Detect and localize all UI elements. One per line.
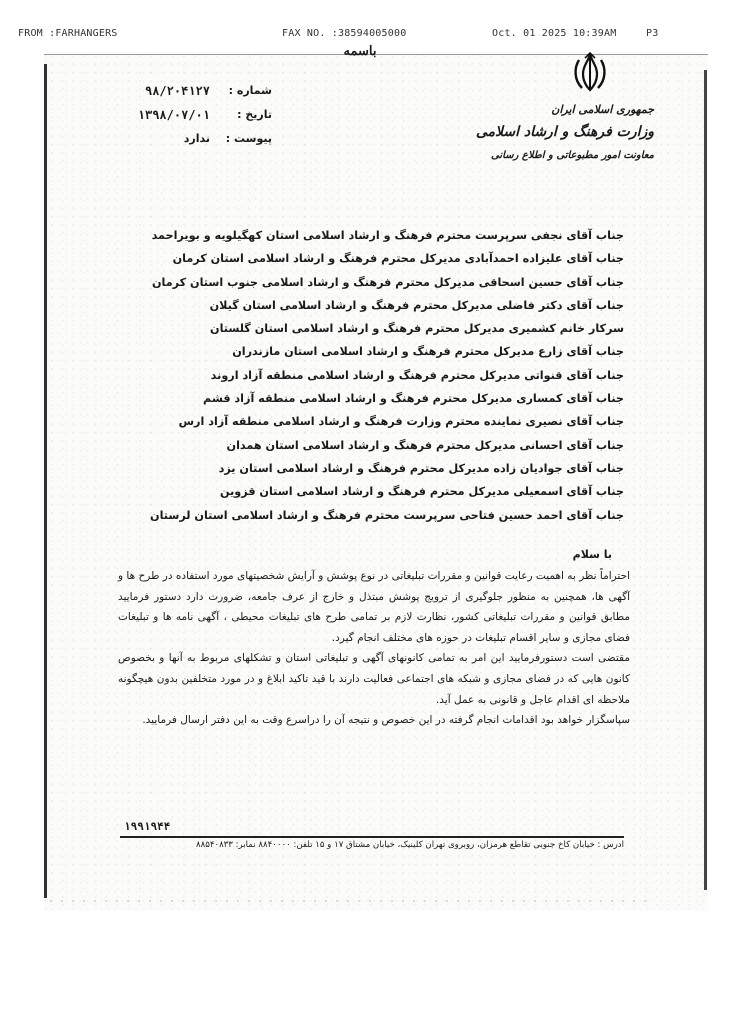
page-right-edge bbox=[704, 70, 707, 890]
meta-attachment bbox=[112, 132, 272, 156]
recipient-line: جناب آقای دکتر فاضلی مدیرکل محترم فرهنگ و ارشاد اسلامی استان گیلان bbox=[209, 298, 624, 312]
greeting: با سلام bbox=[572, 548, 612, 561]
fax-datetime: Oct. 01 2025 10:39AM bbox=[492, 28, 617, 39]
basmala: باسمه bbox=[343, 44, 377, 59]
attachment-label: پیوست : bbox=[225, 132, 272, 145]
number-label: شماره : bbox=[228, 84, 272, 97]
recipient-line: جناب آقای نصیری نماینده محترم وزارت فرهنگ و ارشاد اسلامی منطقه آزاد ارس bbox=[178, 415, 624, 429]
number-value: ۹۸/۲۰۴۱۲۷ bbox=[144, 84, 210, 98]
recipient-line: جناب آقای حسین اسحاقی مدیرکل محترم فرهنگ و ارشاد اسلامی جنوب استان کرمان bbox=[152, 275, 624, 289]
org-ministry: وزارت فرهنگ و ارشاد اسلامی bbox=[475, 124, 654, 140]
meta-number bbox=[112, 84, 272, 108]
fax-number: FAX NO. :38594005000 bbox=[282, 28, 407, 39]
recipient-line: سرکار خانم کشمیری مدیرکل محترم فرهنگ و ارشاد اسلامی استان گلستان bbox=[210, 322, 624, 336]
page-bottom-edge bbox=[50, 900, 650, 902]
date-label: تاریخ : bbox=[237, 108, 272, 121]
attachment-value: ندارد bbox=[183, 132, 210, 145]
date-value: ۱۳۹۸/۰۷/۰۱ bbox=[137, 108, 210, 122]
meta-date bbox=[112, 108, 272, 132]
page-left-edge bbox=[44, 64, 47, 898]
recipient-line: جناب آقای علیزاده احمدآبادی مدیرکل محترم فرهنگ و ارشاد اسلامی استان کرمان bbox=[172, 252, 624, 266]
footer-divider bbox=[120, 836, 624, 838]
fax-page: P3 bbox=[646, 28, 659, 39]
footer-address: آدرس : خیابان کاخ جنوبی تقاطع هرمزان، روبروی تهران کلینیک، خیابان مشتاق ۱۷ و ۱۵ تلفن: ۸۸۴۰۰۰۰ نمابر: ۸۸۵۴۰۸۳۳ bbox=[195, 840, 624, 850]
body-paragraph: احتراماً نظر به اهمیت رعایت قوانین و مقررات تبلیغاتی در نوع پوشش و آرایش شخصیتهای مورد استفاده در طرح ها و آگهی ها، همچنین به منظور جلوگیری از ترویج پوشش مبتذل و خارج از عرف جامعه، ضرورت دارد دستور فرمایید مطابق قوانین و مقررات تبلیغاتی کشور، نظارت لازم بر تمامی طرح های تبلیغات محیطی ، آگهی نامه ها و تبلیغات فضای مجازی و سایر اقسام تبلیغات در حوزه های مختلف انجام گیرد. bbox=[118, 570, 630, 644]
org-department: معاونت امور مطبوعاتی و اطلاع رسانی bbox=[491, 150, 654, 161]
recipient-line: جناب آقای جوادیان زاده مدیرکل محترم فرهنگ و ارشاد اسلامی استان یزد bbox=[218, 461, 624, 475]
fax-from: FROM :FARHANGERS bbox=[18, 28, 118, 39]
recipient-list bbox=[120, 224, 624, 527]
body-paragraph: مقتضی است دستورفرمایید این امر به تمامی کانونهای آگهی و تبلیغاتی استان و تشکلهای مربوط به آنها و بخصوص کانون هایی که در فضای مجازی و شبکه های اجتماعی فعالیت دارند با قید تاکید ابلاغ و در مورد متخلفین بدون هیچگونه ملاحظه ای اقدام عاجل و قانونی به عمل آید. bbox=[118, 652, 630, 706]
org-country: جمهوری اسلامی ایران bbox=[551, 103, 654, 116]
recipient-line: جناب آقای کمساری مدیرکل محترم فرهنگ و ارشاد اسلامی منطقه آزاد قشم bbox=[203, 392, 624, 406]
letter-body bbox=[118, 566, 630, 731]
recipient-line: جناب آقای قنواتی مدیرکل محترم فرهنگ و ارشاد اسلامی منطقه آزاد اروند bbox=[210, 368, 624, 382]
reference-code: ۱۹۹۱۹۴۴ bbox=[124, 820, 171, 833]
ministry-letterhead bbox=[454, 98, 654, 167]
recipient-line: جناب آقای اسمعیلی مدیرکل محترم فرهنگ و ارشاد اسلامی استان قزوین bbox=[220, 485, 624, 499]
iran-emblem-icon bbox=[568, 50, 612, 94]
body-paragraph: سپاسگزار خواهد بود اقدامات انجام گرفته در این خصوص و نتیجه آن را دراسرع وقت به این دفتر ارسال فرمایید. bbox=[142, 714, 630, 727]
letter-meta bbox=[112, 84, 272, 156]
recipient-line: جناب آقای احمد حسین فتاحی سرپرست محترم فرهنگ و ارشاد اسلامی استان لرستان bbox=[150, 508, 624, 522]
fax-header bbox=[0, 28, 744, 42]
recipient-line: جناب آقای نجفی سرپرست محترم فرهنگ و ارشاد اسلامی استان کهگیلویه و بویراحمد bbox=[151, 229, 624, 242]
recipient-line: جناب آقای احسانی مدیرکل محترم فرهنگ و ارشاد اسلامی استان همدان bbox=[226, 438, 624, 452]
recipient-line: جناب آقای زارع مدیرکل محترم فرهنگ و ارشاد اسلامی استان مازندران bbox=[232, 345, 624, 359]
